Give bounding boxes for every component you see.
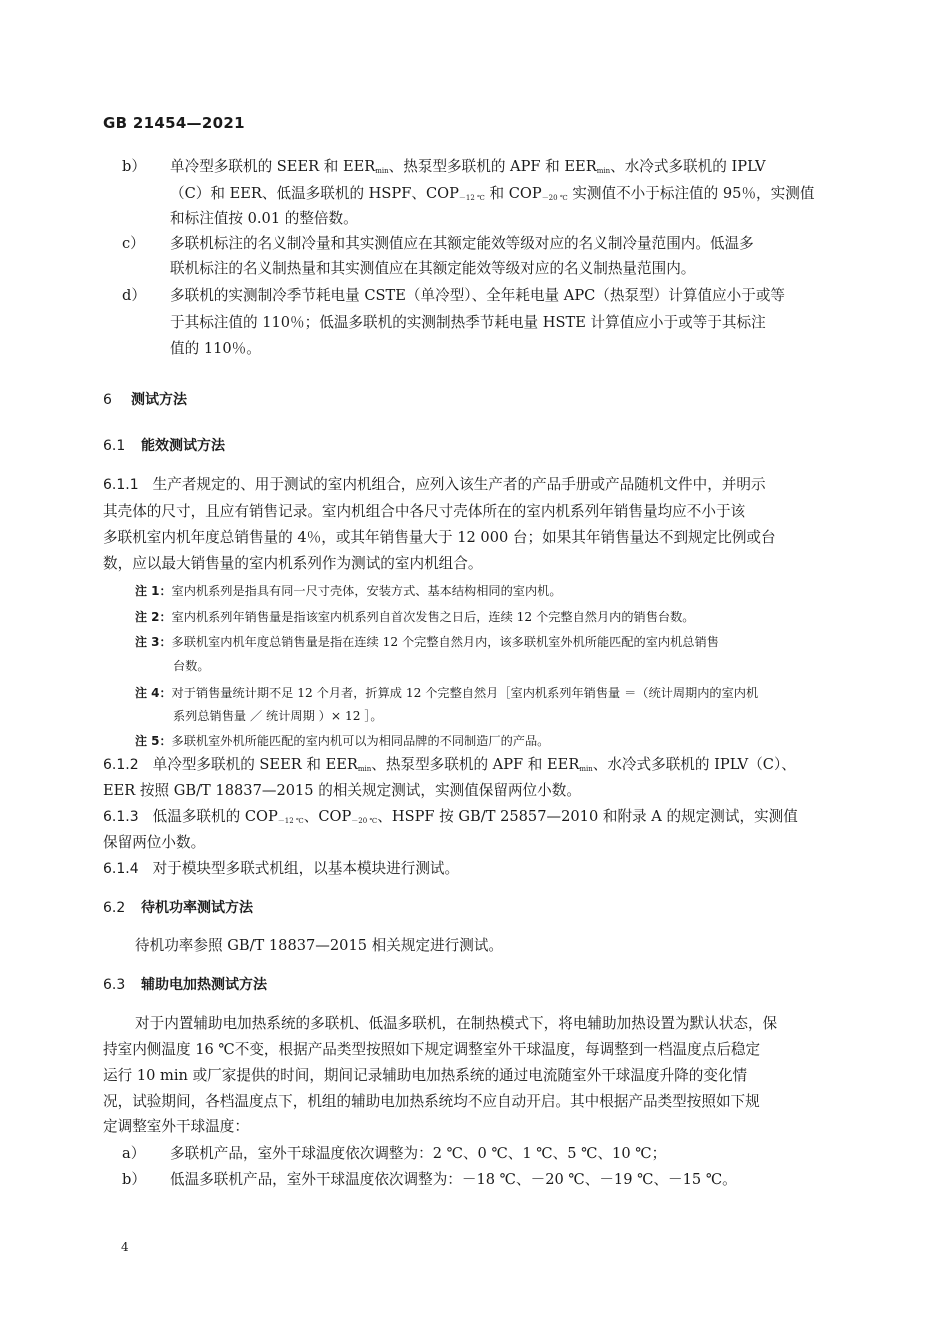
- list-mark: b）: [122, 1171, 146, 1188]
- paragraph-line: （C）和 EER、低温多联机的 HSPF、$COP_{-12 ℃}$ 和 $COP_{-20 ℃}$ 实测值不小于标注值的 95％，实测值: [170, 185, 815, 202]
- paragraph-line: 多联机室内机年度总销售量的 4％，或其年销售量大于 12 000 台；如果其年销售量达不到规定比例或台: [103, 529, 776, 546]
- paragraph-line: 多联机产品，室外干球温度依次调整为：2 ℃、0 ℃、1 ℃、5 ℃、10 ℃；: [170, 1145, 667, 1162]
- standard-header: GB 21454—2021: [103, 114, 245, 132]
- note-4: 注 4：对于销售量统计期不足 12 个月者，折算成 12 个完整自然月［室内机系列年销售量 ＝（统计周期内的室内机: [135, 686, 759, 700]
- list-mark: c）: [122, 235, 145, 252]
- note-5: 注 5：多联机室外机所能匹配的室内机可以为相同品牌的不同制造厂的产品。: [135, 734, 550, 748]
- note-4-cont: 系列总销售量 ／ 统计周期 ）× 12 ］。: [173, 709, 383, 723]
- paragraph-line: 和标注值按 0.01 的整倍数。: [170, 210, 358, 227]
- list-mark: b）: [122, 158, 146, 175]
- paragraph-line: 定调整室外干球温度：: [103, 1118, 249, 1135]
- clause-number: 6.1.2: [103, 757, 139, 773]
- section-heading-6-2: 6.2 待机功率测试方法: [103, 900, 253, 916]
- paragraph-line: 对于内置辅助电加热系统的多联机、低温多联机，在制热模式下，将电辅助加热设置为默认状态，保: [135, 1015, 778, 1032]
- paragraph-line: 6.1.1 生产者规定的、用于测试的室内机组合，应列入该生产者的产品手册或产品随机文件中，并明示: [103, 476, 766, 493]
- paragraph-line: 况，试验期间，各档温度点下，机组的辅助电加热系统均不应自动开启。其中根据产品类型按照如下规: [103, 1093, 760, 1110]
- note-2: 注 2：室内机系列年销售量是指该室内机系列自首次发售之日后，连续 12 个完整自然月内的销售台数。: [135, 610, 695, 624]
- list-mark: d）: [122, 287, 146, 304]
- paragraph-line: 保留两位小数。: [103, 834, 206, 851]
- paragraph-line: 于其标注值的 110％；低温多联机的实测制热季节耗电量 HSTE 计算值应小于或等于其标注: [170, 314, 766, 331]
- clause-number: 6.1.1: [103, 477, 139, 493]
- paragraph-line: 其壳体的尺寸，且应有销售记录。室内机组合中各尺寸壳体所在的室内机系列年销售量均应不小于该: [103, 503, 746, 520]
- page-number: 4: [121, 1240, 129, 1254]
- paragraph-line: 6.1.2 单冷型多联机的 SEER 和 $EER_{min}$、热泵型多联机的 APF 和 $EER_{min}$、水冷式多联机的 IPLV（C）、: [103, 756, 796, 773]
- paragraph-line: 值的 110％。: [170, 340, 261, 357]
- paragraph-line: 持室内侧温度 16 ℃不变，根据产品类型按照如下规定调整室外干球温度，每调整到一档温度点后稳定: [103, 1041, 761, 1058]
- section-heading-6-3: 6.3 辅助电加热测试方法: [103, 977, 267, 993]
- paragraph-line: 单冷型多联机的 SEER 和 $EER_{min}$、热泵型多联机的 APF 和 $EER_{min}$、水冷式多联机的 IPLV: [170, 158, 766, 175]
- paragraph-line: 数，应以最大销售量的室内机系列作为测试的室内机组合。: [103, 555, 483, 572]
- paragraph-line: 6.1.3 低温多联机的 $COP_{-12 ℃}$、$COP_{-20 ℃}$、HSPF 按 GB/T 25857—2010 和附录 A 的规定测试，实测值: [103, 808, 798, 825]
- section-heading-6: 6 测试方法: [103, 392, 187, 408]
- paragraph-6-2: 待机功率参照 GB/T 18837—2015 相关规定进行测试。: [135, 937, 504, 954]
- clause-number: 6.1.3: [103, 809, 139, 825]
- clause-number: 6.1.4: [103, 861, 139, 877]
- note-3-cont: 台数。: [173, 659, 210, 673]
- note-1: 注 1：室内机系列是指具有同一尺寸壳体，安装方式、基本结构相同的室内机。: [135, 584, 562, 598]
- note-3: 注 3：多联机室内机年度总销售量是指在连续 12 个完整自然月内，该多联机室外机所能匹配的室内机总销售: [135, 635, 719, 649]
- paragraph-line: EER 按照 GB/T 18837—2015 的相关规定测试，实测值保留两位小数。: [103, 782, 581, 799]
- list-mark: a）: [122, 1145, 146, 1162]
- paragraph-line: 多联机的实测制冷季节耗电量 CSTE（单冷型）、全年耗电量 APC（热泵型）计算值应小于或等: [170, 287, 786, 304]
- paragraph-line: 运行 10 min 或厂家提供的时间，期间记录辅助电加热系统的通过电流随室外干球温度升降的变化情: [103, 1067, 748, 1084]
- paragraph-line: 低温多联机产品，室外干球温度依次调整为：－18 ℃、－20 ℃、－19 ℃、－15 ℃。: [170, 1171, 737, 1188]
- section-heading-6-1: 6.1 能效测试方法: [103, 438, 225, 454]
- clause-6-1-4: 6.1.4 对于模块型多联式机组，以基本模块进行测试。: [103, 860, 460, 877]
- paragraph-line: 联机标注的名义制热量和其实测值应在其额定能效等级对应的名义制热量范围内。: [170, 260, 696, 277]
- paragraph-line: 多联机标注的名义制冷量和其实测值应在其额定能效等级对应的名义制冷量范围内。低温多: [170, 235, 754, 252]
